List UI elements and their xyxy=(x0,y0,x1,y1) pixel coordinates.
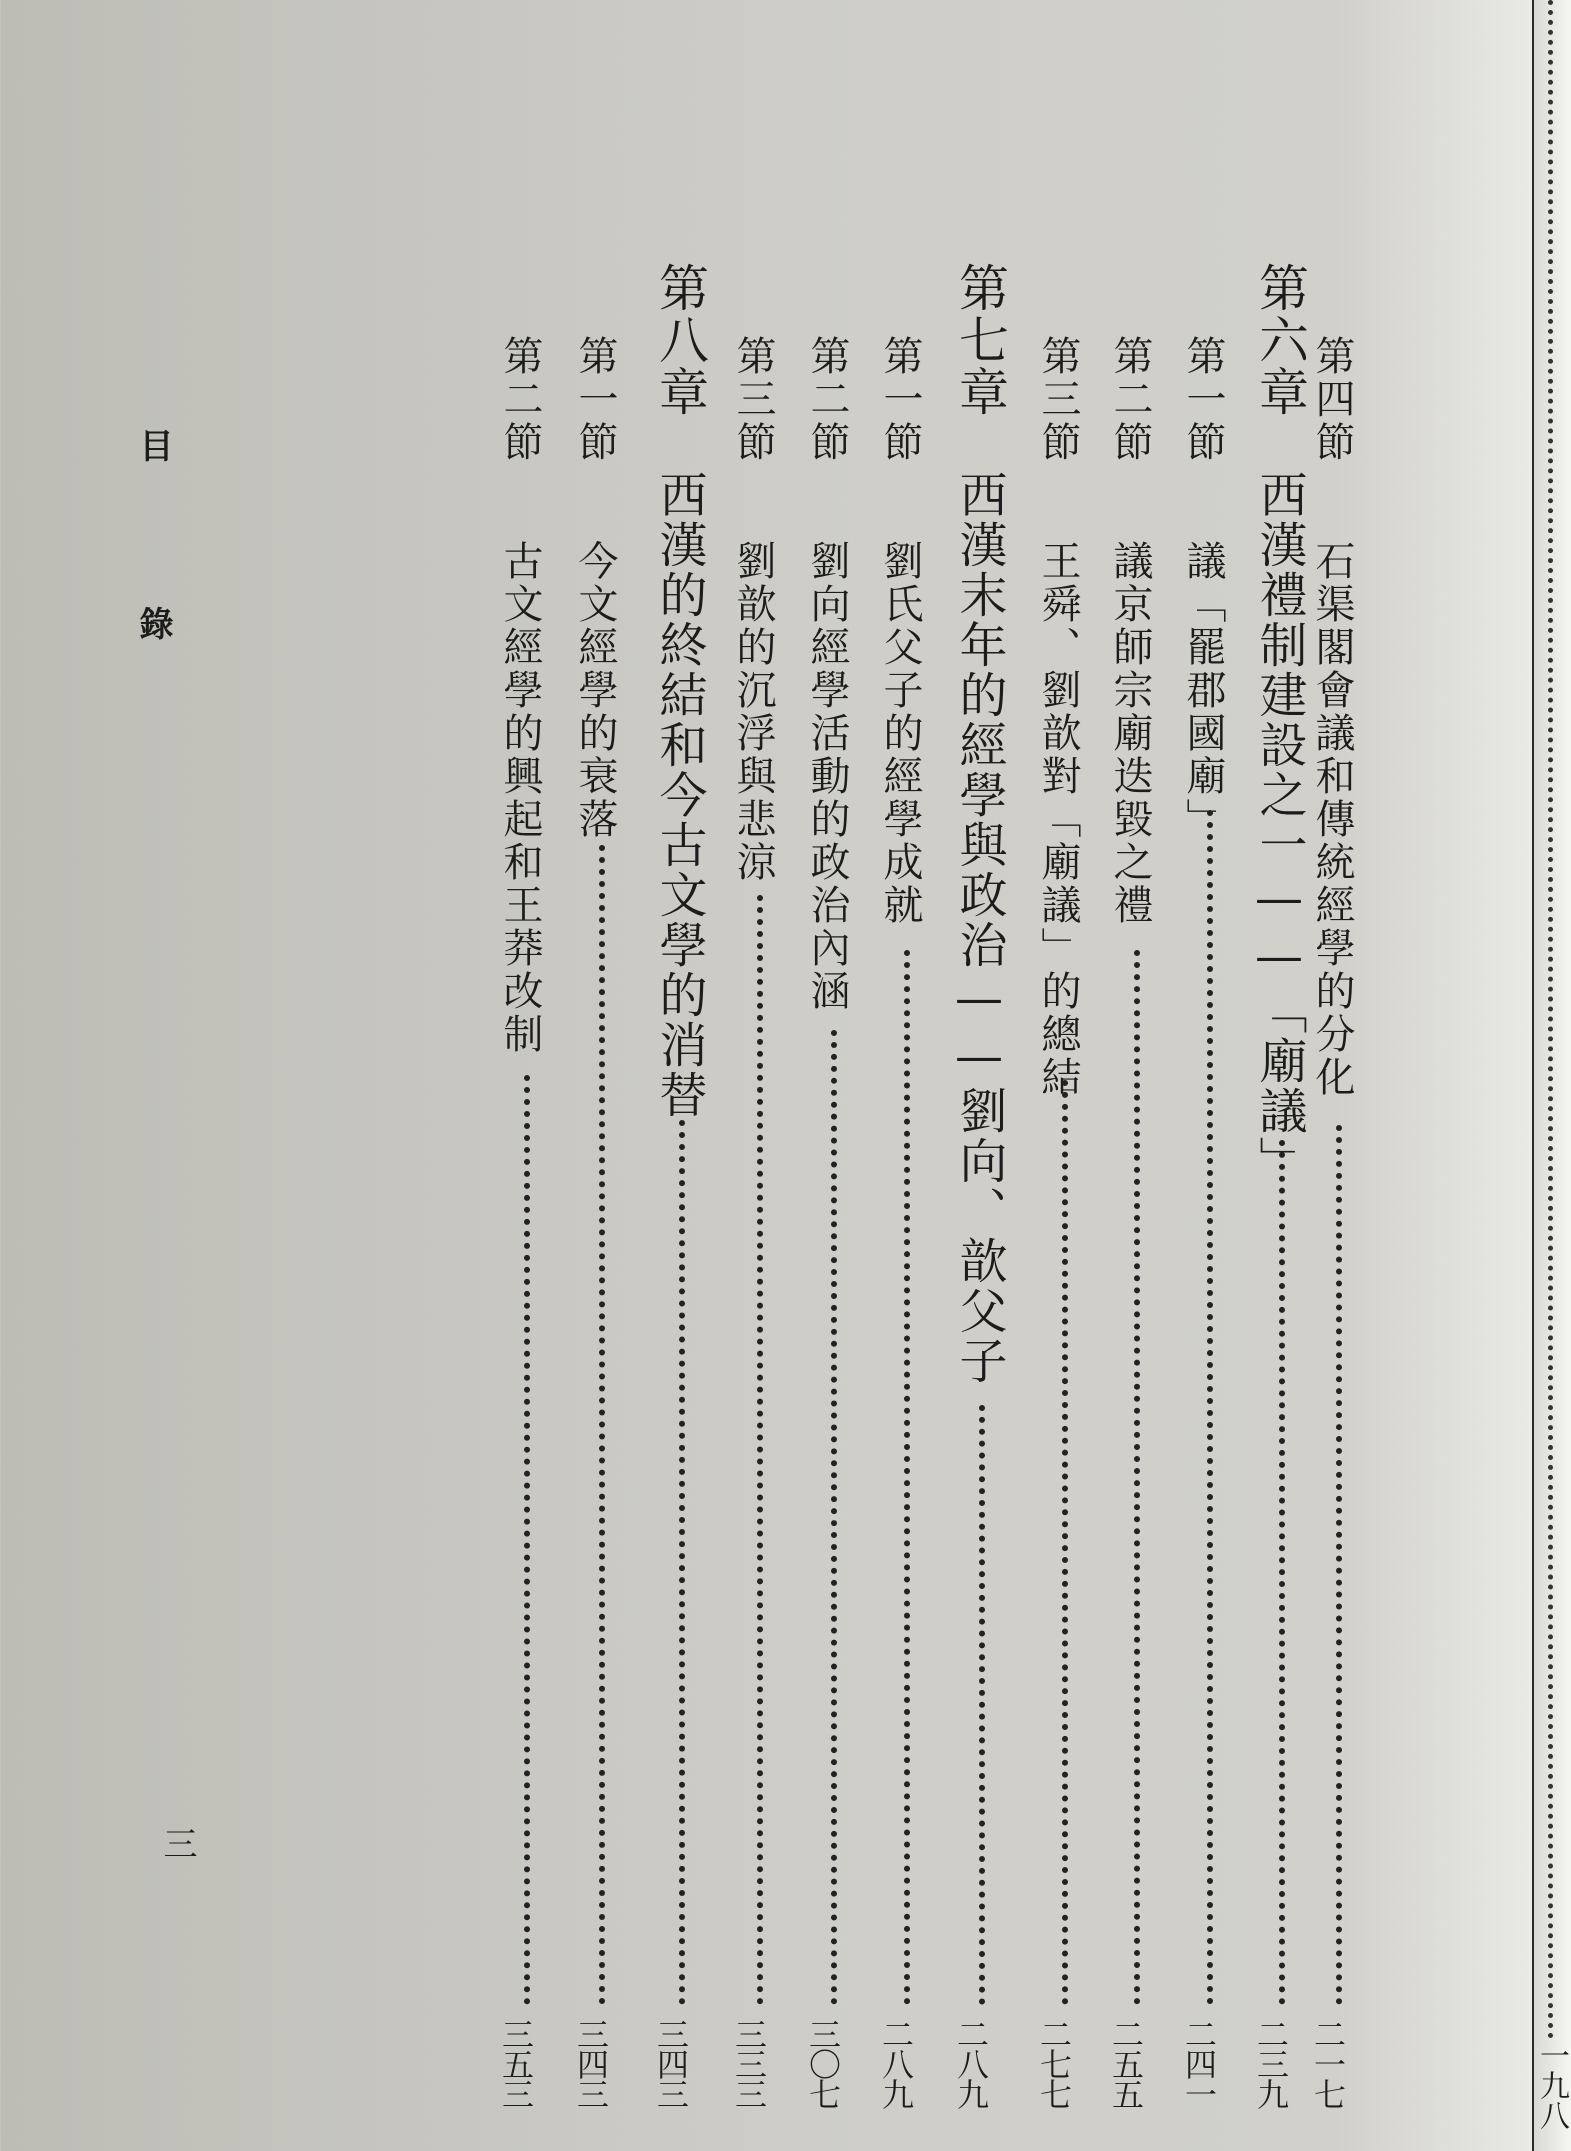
toc-title: 西漢末年的經學與政治——劉向、歆父子 xyxy=(951,470,1007,1386)
toc-page-number: 二八九 xyxy=(952,2018,990,2108)
toc-title: 西漢禮制建設之一——「廟議」 xyxy=(1251,470,1307,1186)
toc-entry xyxy=(1309,0,1368,2151)
leader-dots xyxy=(524,1075,530,2005)
leader-dots xyxy=(599,845,605,2005)
toc-level: 第二節 xyxy=(804,335,850,464)
toc-page-number: 三五三 xyxy=(497,2018,535,2108)
toc-page-number: 三四三 xyxy=(652,2018,690,2108)
toc-entry xyxy=(1180,0,1239,2151)
leader-dots xyxy=(979,1405,985,2005)
toc-title: 議「罷郡國廟」 xyxy=(1180,540,1226,841)
leader-dots xyxy=(1207,810,1213,2005)
leader-dots xyxy=(757,895,763,2005)
toc-title: 今文經學的衰落 xyxy=(572,540,618,841)
toc-entry xyxy=(877,0,936,2151)
toc-entry xyxy=(1251,0,1311,2151)
toc-entry xyxy=(572,0,631,2151)
toc-page-number: 二一七 xyxy=(1309,2018,1347,2108)
toc-level: 第三節 xyxy=(1035,335,1081,464)
toc-entry xyxy=(1035,0,1094,2151)
toc-page-number: 三三三 xyxy=(730,2018,768,2108)
toc-chapter-label: 第七章 xyxy=(951,262,1009,418)
toc-page-number: 三四三 xyxy=(572,2018,610,2108)
toc-level: 第一節 xyxy=(572,335,618,464)
leader-dots xyxy=(831,1030,837,2005)
leader-dots xyxy=(1279,1140,1285,2005)
toc-level: 第二節 xyxy=(1107,335,1153,464)
toc-page-number: 二四一 xyxy=(1180,2018,1218,2108)
toc-page-number: 二五五 xyxy=(1107,2018,1145,2108)
toc-page-number: 二八九 xyxy=(877,2018,915,2108)
toc-title: 西漢的終結和今古文學的消替 xyxy=(651,470,707,1120)
leader-dots xyxy=(679,1120,685,2005)
toc-entry xyxy=(651,0,711,2151)
toc-page-number: 二七七 xyxy=(1035,2018,1073,2108)
folio-page-number: 三 xyxy=(157,1826,197,1860)
toc-title: 劉氏父子的經學成就 xyxy=(877,540,923,927)
toc-title: 劉歆的沉浮與悲涼 xyxy=(730,540,776,884)
toc-level: 第一節 xyxy=(877,335,923,464)
toc-page-number: 二三九 xyxy=(1252,2018,1290,2108)
toc-title: 石渠閣會議和傳統經學的分化 xyxy=(1309,540,1355,1099)
toc-level: 第二節 xyxy=(497,335,543,464)
previous-page-leader-dots xyxy=(1548,0,1559,2040)
running-head: 目 錄 xyxy=(133,428,173,692)
toc-entry xyxy=(804,0,863,2151)
toc-level: 第一節 xyxy=(1180,335,1226,464)
leader-dots xyxy=(904,950,910,2005)
leader-dots xyxy=(1336,1125,1342,2005)
toc-title: 古文經學的興起和王莽改制 xyxy=(497,540,543,1056)
toc-entry xyxy=(951,0,1011,2151)
toc-level: 第四節 xyxy=(1309,335,1355,464)
toc-level: 第三節 xyxy=(730,335,776,464)
toc-entry xyxy=(497,0,556,2151)
toc-entry xyxy=(730,0,789,2151)
leader-dots xyxy=(1134,950,1140,2005)
toc-page-number: 三〇七 xyxy=(804,2018,842,2108)
previous-page-number: 一九八 xyxy=(1534,2040,1569,2130)
leader-dots xyxy=(1062,1080,1068,2005)
toc-title: 議京師宗廟迭毀之禮 xyxy=(1107,540,1153,927)
toc-chapter-label: 第六章 xyxy=(1251,262,1309,418)
toc-title: 劉向經學活動的政治內涵 xyxy=(804,540,850,1013)
toc-entry xyxy=(1107,0,1166,2151)
toc-chapter-label: 第八章 xyxy=(651,262,709,418)
toc-title: 王舜、劉歆對「廟議」的總結 xyxy=(1035,540,1081,1099)
